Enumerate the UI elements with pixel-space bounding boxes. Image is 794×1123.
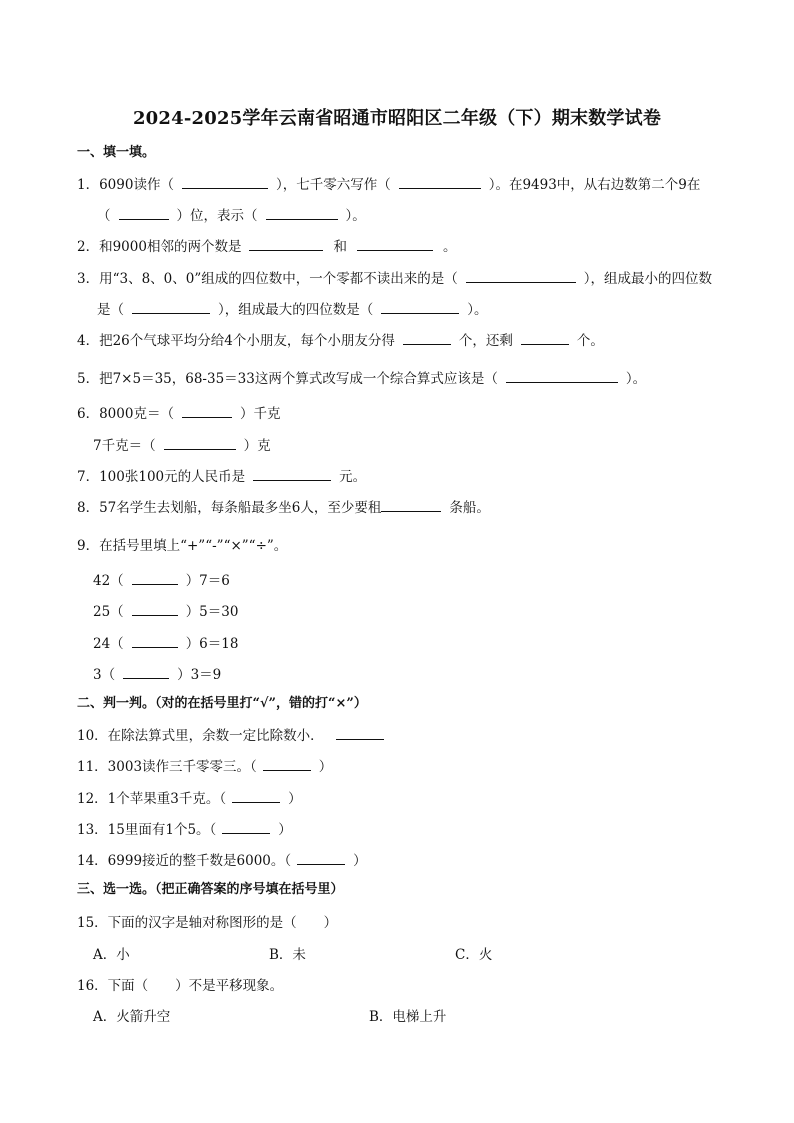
answer-blank[interactable]: [132, 300, 210, 314]
answer-blank[interactable]: [381, 300, 459, 314]
answer-blank[interactable]: [132, 602, 178, 616]
answer-blank[interactable]: [253, 467, 331, 481]
question-3-line-1: 3．用“3、8、0、0”组成的四位数中，一个零都不读出来的是（ ），组成最小的四位数: [77, 271, 712, 287]
question-1-line-2: （ ）位，表示（ ）。: [97, 208, 366, 224]
question-2: 2．和9000相邻的两个数是 和 。: [77, 239, 457, 255]
answer-blank[interactable]: [381, 498, 441, 512]
question-15-option-b[interactable]: B．未: [269, 947, 306, 963]
question-8: 8．57名学生去划船，每条船最多坐6人，至少要租 条船。: [77, 500, 490, 516]
question-6-line-2: 7千克＝（ ）克: [93, 438, 271, 454]
answer-blank[interactable]: [266, 206, 338, 220]
answer-blank[interactable]: [297, 851, 345, 865]
answer-blank[interactable]: [222, 820, 270, 834]
question-9-row: 24（ ）6＝18: [93, 636, 239, 652]
answer-blank[interactable]: [182, 404, 232, 418]
answer-blank[interactable]: [506, 369, 618, 383]
question-16-option-b[interactable]: B．电梯上升: [369, 1009, 447, 1025]
question-9-row: 25（ ）5＝30: [93, 604, 239, 620]
question-6-line-1: 6．8000克＝（ ）千克: [77, 406, 281, 422]
answer-blank[interactable]: [132, 571, 178, 585]
answer-blank[interactable]: [132, 634, 178, 648]
question-4: 4．把26个气球平均分给4个小朋友，每个小朋友分得 个，还剩 个。: [77, 333, 604, 349]
question-12: 12．1个苹果重3千克。（ ）: [77, 791, 302, 807]
answer-blank[interactable]: [357, 237, 433, 251]
section-3-heading: 三、选一选。（把正确答案的序号填在括号里）: [77, 882, 344, 897]
answer-blank[interactable]: [521, 331, 569, 345]
question-13: 13．15里面有1个5。（ ）: [77, 822, 292, 838]
answer-blank[interactable]: [123, 665, 169, 679]
exam-title: 2024-2025学年云南省昭通市昭阳区二年级（下）期末数学试卷: [132, 108, 662, 129]
answer-blank[interactable]: [249, 237, 323, 251]
question-7: 7．100张100元的人民币是 元。: [77, 469, 367, 485]
question-14: 14．6999接近的整千数是6000。（ ）: [77, 853, 367, 869]
question-11: 11．3003读作三千零零三。（ ）: [77, 759, 333, 775]
question-10: 10．在除法算式里，余数一定比除数小．: [77, 726, 384, 745]
answer-blank[interactable]: [164, 436, 236, 450]
question-15-stem: 15．下面的汉字是轴对称图形的是（ ）: [77, 915, 338, 931]
question-9-stem: 9．在括号里填上“+”“-”“×”“÷”。: [77, 538, 288, 554]
answer-blank[interactable]: [182, 175, 268, 189]
answer-blank[interactable]: [232, 789, 280, 803]
answer-blank[interactable]: [119, 206, 169, 220]
section-2-heading: 二、判一判。（对的在括号里打“√”，错的打“×”）: [77, 696, 367, 711]
answer-blank[interactable]: [336, 726, 384, 740]
section-1-heading: 一、填一填。: [77, 145, 156, 160]
question-1-line-1: 1．6090读作（ ），七千零六写作（ ）。在9493中，从右边数第二个9在: [77, 177, 701, 193]
question-5: 5．把7×5＝35，68-35＝33这两个算式改写成一个综合算式应该是（ ）。: [77, 371, 647, 387]
question-15-option-a[interactable]: A．小: [93, 947, 130, 963]
answer-blank[interactable]: [403, 331, 451, 345]
question-3-line-2: 是（ ），组成最大的四位数是（ ）。: [97, 302, 488, 318]
question-9-row: 42（ ）7＝6: [93, 573, 230, 589]
answer-blank[interactable]: [263, 757, 311, 771]
answer-blank[interactable]: [399, 175, 481, 189]
question-9-row: 3（ ）3＝9: [93, 667, 222, 683]
question-16-option-a[interactable]: A．火箭升空: [93, 1009, 171, 1025]
question-16-stem: 16．下面（ ）不是平移现象。: [77, 978, 284, 994]
question-15-option-c[interactable]: C．火: [455, 947, 493, 963]
answer-blank[interactable]: [466, 269, 576, 283]
